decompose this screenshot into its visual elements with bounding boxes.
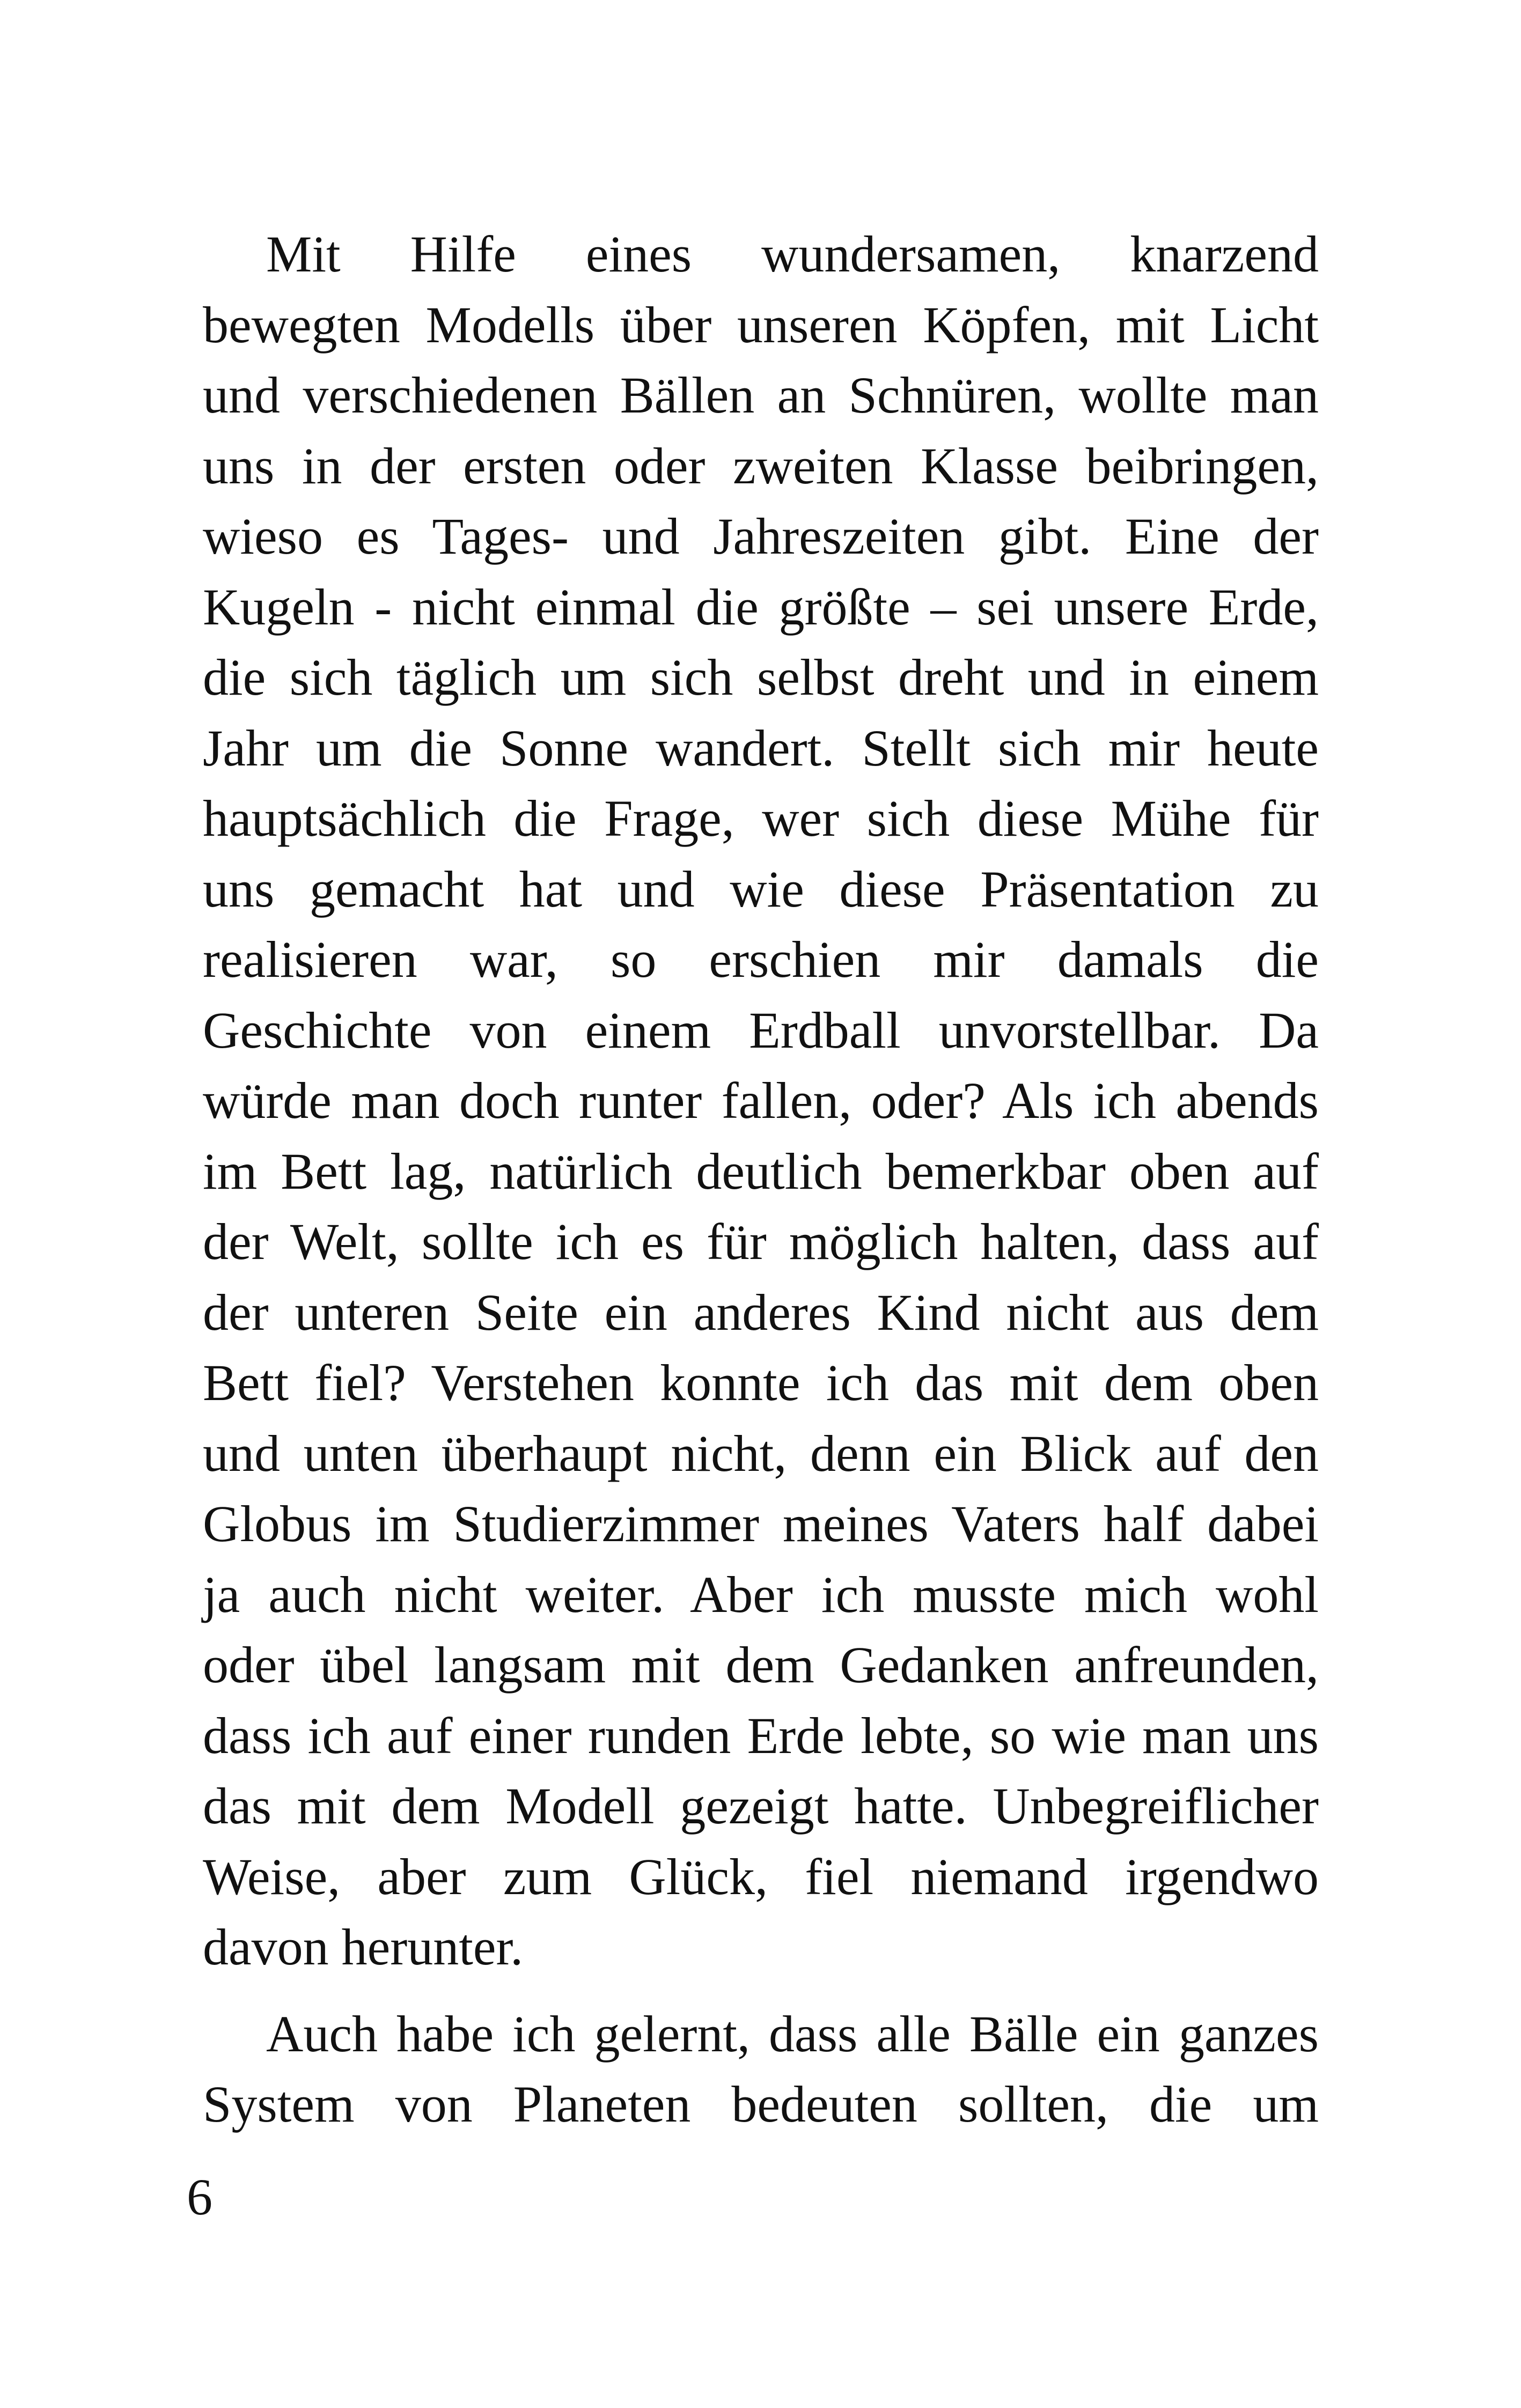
text-line: Weise, aber zum Glück, fiel niemand irgendwo xyxy=(203,1847,1319,1905)
page-number: 6 xyxy=(187,2168,212,2226)
text-line: der Welt, sollte ich es für möglich halten, dass auf xyxy=(203,1213,1319,1270)
body-text xyxy=(203,219,1319,2140)
text-line: realisieren war, so erschien mir damals die xyxy=(203,931,1319,988)
text-line: dass ich auf einer runden Erde lebte, so wie man uns xyxy=(203,1706,1319,1764)
text-line: würde man doch runter fallen, oder? Als ich abends xyxy=(203,1072,1319,1129)
paragraph-2 xyxy=(203,1999,1319,2140)
text-line: Geschichte von einem Erdball unvorstellbar. Da xyxy=(203,1001,1319,1059)
text-line: wieso es Tages- und Jahreszeiten gibt. Eine der xyxy=(203,507,1319,565)
text-line: die sich täglich um sich selbst dreht und in einem xyxy=(203,649,1319,706)
text-line: und unten überhaupt nicht, denn ein Blick auf den xyxy=(203,1424,1319,1482)
text-line: im Bett lag, natürlich deutlich bemerkbar oben auf xyxy=(203,1142,1319,1200)
text-line: Kugeln - nicht einmal die größte – sei unsere Erde, xyxy=(203,578,1319,636)
text-line: Jahr um die Sonne wandert. Stellt sich mir heute xyxy=(203,719,1319,777)
text-line: davon herunter. xyxy=(203,1918,524,1976)
text-line: und verschiedenen Bällen an Schnüren, wollte man xyxy=(203,366,1319,424)
text-line: oder übel langsam mit dem Gedanken anfreunden, xyxy=(203,1636,1319,1693)
text-line: ja auch nicht weiter. Aber ich musste mich wohl xyxy=(203,1565,1319,1623)
text-line: Mit Hilfe eines wundersamen, knarzend xyxy=(266,225,1319,283)
text-line: uns in der ersten oder zweiten Klasse beibringen, xyxy=(203,437,1319,495)
text-line: der unteren Seite ein anderes Kind nicht aus dem xyxy=(203,1283,1319,1341)
text-line: System von Planeten bedeuten sollten, die um xyxy=(203,2075,1319,2133)
text-line: Globus im Studierzimmer meines Vaters half dabei xyxy=(203,1495,1319,1552)
text-line: uns gemacht hat und wie diese Präsentation zu xyxy=(203,860,1319,918)
paragraph-1 xyxy=(203,219,1319,1983)
text-line: das mit dem Modell gezeigt hatte. Unbegreiflicher xyxy=(203,1777,1319,1835)
text-line: Auch habe ich gelernt, dass alle Bälle ein ganzes xyxy=(266,2005,1319,2063)
text-line: bewegten Modells über unseren Köpfen, mit Licht xyxy=(203,296,1319,354)
text-line: Bett fiel? Verstehen konnte ich das mit dem oben xyxy=(203,1354,1319,1411)
text-line: hauptsächlich die Frage, wer sich diese Mühe für xyxy=(203,790,1319,847)
